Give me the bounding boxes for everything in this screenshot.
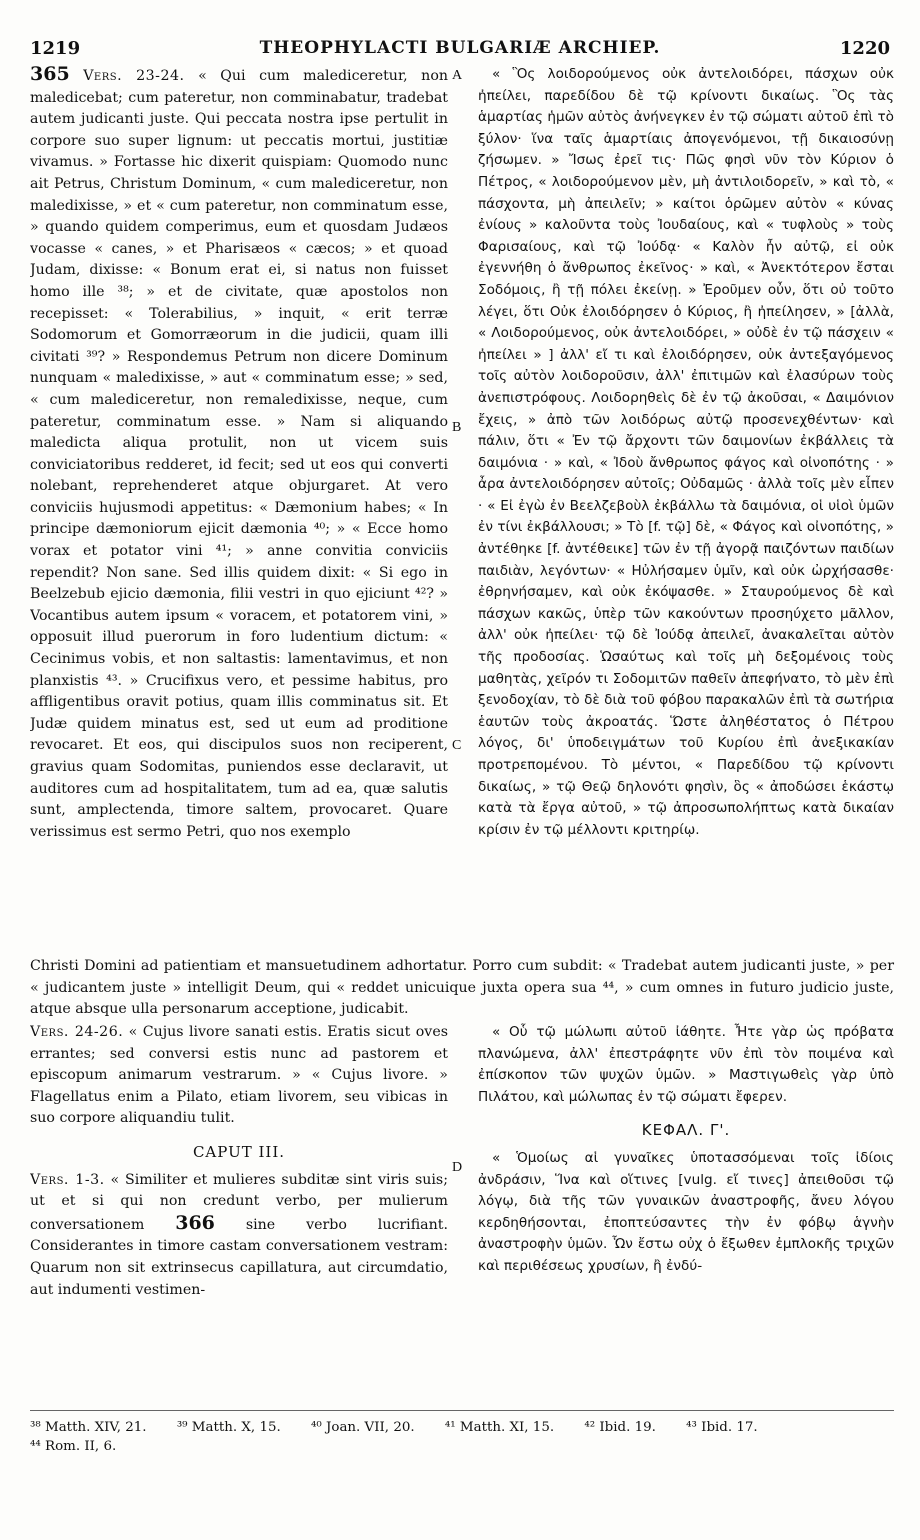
footnote-rule [30,1410,894,1411]
footnote: ⁴⁰ Joan. VII, 20. [311,1420,415,1435]
page-number-right: 1220 [839,38,890,59]
latin-text: sine verbo lucrifiant. Considerantes in timore castam conversationem vestram: Quarum non sit extrinsecus capillatura, aut circumdatio, aut indumenti vestimen- [30,1216,448,1298]
latin-paragraph-3 [30,1170,448,1302]
greek-column [478,64,894,952]
chapter-heading-greek: ΚΕΦΑΛ. Γ'. [641,1121,731,1140]
latin-column-lower [30,1022,448,1402]
footnotes [30,1418,894,1456]
margin-marker-d: D [452,1160,463,1175]
latin-paragraph-1 [30,64,448,843]
latin-paragraph-2 [30,1022,448,1130]
page-number-left: 1219 [30,38,81,59]
margin-marker-c: C [452,738,462,753]
full-width-latin: Christi Domini ad patientiam et mansuetudinem adhortatur. Porro cum subdit: « Tradebat autem judicanti juste, » per « judicantem juste » intelligit Deum, qui « reddet unicuique juxta opera sua ⁴⁴, » cum omnes in futuro judicio juste, atque absque ulla personarum acceptione, judicabit. [30,958,894,1018]
footnote: ³⁸ Matth. XIV, 21. [30,1420,147,1435]
margin-marker-b: B [452,420,462,435]
verse-reference: Vers. 23-24. [83,68,185,84]
column-number-365: 365 [30,64,70,85]
footnote: ³⁹ Matth. X, 15. [176,1420,281,1435]
footnote: ⁴³ Ibid. 17. [686,1420,758,1435]
latin-column [30,64,448,952]
verse-reference: Vers. 1-3. [30,1171,105,1188]
greek-paragraph-2: « Οὗ τῷ μώλωπι αὐτοῦ ἰάθητε. Ἦτε γὰρ ὡς πρόβατα πλανώμενα, ἀλλ' ἐπεστράφητε νῦν ἐπὶ τὸν ποιμένα καὶ ἐπίσκοπον τῶν ψυχῶν ὑμῶν. » Μαστιγωθεὶς γὰρ ὑπὸ Πιλάτου, καὶ μώλωπας ἐν τῷ σώματι ἔφερεν. [478,1024,894,1105]
footnote: ⁴² Ibid. 19. [584,1420,656,1435]
running-title: THEOPHYLACTI BULGARIÆ ARCHIEP. [259,38,661,58]
column-number-366: 366 [175,1211,215,1234]
footnote: ⁴⁴ Rom. II, 6. [30,1439,117,1454]
footnote: ⁴¹ Matth. XI, 15. [444,1420,555,1435]
verse-reference: Vers. 24-26. [30,1024,124,1040]
greek-column-lower [478,1022,894,1402]
greek-paragraph-1: « Ὃς λοιδορούμενος οὐκ ἀντελοιδόρει, πάσχων οὐκ ἠπείλει, παρεδίδου δὲ τῷ κρίνοντι δικαίως. Ὃς τὰς ἁμαρτίας ἡμῶν αὐτὸς ἀνήνεγκεν ἐν τῷ σώματι αὐτοῦ ἐπὶ τὸ ξύλον· ἵνα ταῖς ἁμαρτίαις ἀπογενόμενοι, τῇ δικαιοσύνῃ ζήσωμεν. » Ἴσως ἐρεῖ τις· Πῶς φησὶ νῦν τὸν Κύριον ὁ Πέτρος, « λοιδορούμενον μὲν, μὴ ἀντιλοιδορεῖν, » καὶ τὸ, « πάσχοντα, μὴ ἀπειλεῖν; » καίτοι ὁρῶμεν αὐτὸν « κύνας ἐνίους » καλοῦντα τοὺς Ἰουδαίους, καὶ « τυφλοὺς » τοὺς Φαρισαίους, καὶ τῷ Ἰούδᾳ· « Καλὸν ἦν αὐτῷ, εἰ οὐκ ἐγεννήθη ὁ ἄνθρωπος ἐκεῖνος· » καὶ, « Ἀνεκτότερον ἔσται Σοδόμοις, ἢ τῇ πόλει ἐκείνῃ. » Ἐροῦμεν οὖν, ὅτι οὐ τοῦτο λέγει, ὅτι Οὐκ ἐλοιδόρησεν ὁ Κύριος, ἢ ἠπείλησεν, » [ἀλλὰ, « Λοιδορούμενος, οὐκ ἀντελοιδόρει, » οὐδὲ ἐν τῷ πάσχειν « ἠπείλει » ] ἀλλ' εἴ τι καὶ ἐλοιδόρησεν, οὐκ ἀντεξαγόμενος τοῖς αὐτὸν λοιδοροῦσιν, ἀλλ' ἐπιτιμῶν καὶ ἐλασύρων τοὺς ἀνεπιστρόφους. Λοιδορηθεὶς δὲ ἐν τῷ ἀκοῦσαι, « Δαιμόνιον ἔχεις, » ἀπὸ τῶν λοιδόρως αὐτῷ προσενεχθέντων· καὶ πάλιν, ὅτι « Ἐν τῷ ἄρχοντι τῶν δαιμονίων ἐκβάλλεις τὰ δαιμόνια · » καὶ, « Ἰδοὺ ἄνθρωπος φάγος καὶ οἰνοπότης · » ἆρα ἀντελοιδόρησεν αὐτοῖς; Οὐδαμῶς · ἀλλὰ τοῖς μὲν εἶπεν · « Εἰ ἐγὼ ἐν Βεελζεβοὺλ ἐκβάλλω τὰ δαιμόνια, οἱ υἱοὶ ὑμῶν ἐν τίνι ἐκβάλλουσι; » Τὸ [f. τῷ] δὲ, « Φάγος καὶ οἰνοπότης, » ἀντέθηκε [f. ἀντέθεικε] τῶν ἐν τῇ ἀγορᾷ παιζόντων παιδίων παιδιὰν, λεγόντων· « Ηὐλήσαμεν ὑμῖν, καὶ οὐκ ὠρχήσασθε· ἐθρηνήσαμεν, καὶ οὐκ ἐκόψασθε. » Σταυρούμενος δὲ καὶ πάσχων κακῶς, ὑπὲρ τῶν κακούντων προσηύχετο μᾶλλον, ἀλλ' οὐκ ἠπείλει· τῷ δὲ Ἰούδᾳ ἀπειλεῖ, ἀνακαλεῖται αὐτὸν τῆς προδοσίας. Ὡσαύτως καὶ τοῖς μὴ δεξομένοις τοὺς μαθητὰς, χεῖρόν τι Σοδομιτῶν παθεῖν ἀπεφήνατο, τὸ μὲν ἐπὶ ξενοδοχίαν, τὸ δὲ διὰ τοῦ φόβου παρακαλῶν ἐπὶ τὰ σωτήρια ἑαυτῶν τοὺς ἀκροατάς. Ὥστε ἀληθέστατος ὁ Πέτρου λόγος, δι' ὑποδειγμάτων τοῦ Κυρίου ἐπὶ ἀνεξικακίαν προτρεπομένου. Τὸ μέντοι, « Παρεδίδου τῷ κρίνοντι δικαίως, » τῷ Θεῷ δηλονότι φησὶν, ὃς « ἀποδώσει ἑκάστῳ κατὰ τὰ ἔργα αὐτοῦ, » τῷ ἀπροσωπολήπτως κατὰ δικαίαν κρίσιν ἐν τῷ μέλλοντι κριτηρίῳ. [478,66,894,838]
latin-text: « Qui cum malediceretur, non maledicebat; cum pateretur, non comminabatur, tradebat autem judicanti juste. Qui peccata nostra ipse pertulit in corpore suo super lignum: ut peccatis mortui, justitiæ vivamus. » Fortasse hic dixerit quispiam: Quomodo nunc ait Petrus, Christum Dominum, « cum malediceretur, non maledixisse, » et « cum pateretur, non comminatum esse, » quando quidem comperimus, eum et quosdam Judæos vocasse « canes, » et Pharisæos « cæcos; » et quoad Judam, dixisse: « Bonum erat ei, si natus non fuisset homo ille ³⁸; » et de civitate, quæ apostolos non recepisset: « Tolerabilius, » inquit, « erit terræ Sodomorum et Gomorræorum in die judicii, quam illi civitati ³⁹? » Respondemus Petrum non dicere Dominum nunquam « maledixisse, » aut « comminatum esse; » sed, « cum malediceretur, non remaledixisse, neque, cum pateretur, comminatum esse. » Nam si aliquando maledicta aliqua protulit, non ut vicem suis conviciatoribus redderet, id fecit; sed ut eos qui converti nolebant, reprehenderet atque objurgaret. At vero conviciis hujusmodi appetitus: « Dæmonium habes; « In principe dæmoniorum ejicit dæmonia ⁴⁰; » « Ecce homo vorax et potator vini ⁴¹; » anne convitia conviciis rependit? Non sane. Sed illis quidem dixit: « Si ego in Beelzebub ejicio dæmonia, filii vestri in quo ejiciunt ⁴²? » Vocantibus autem ipsum « voracem, et potatorem vini, » opposuit illud puerorum in foro ludentium dictum: « Cecinimus vobis, et non saltastis: lamentavimus, et non planxistis ⁴³. » Crucifixus vero, et pessime habitus, pro affligentibus oravit potius, quam illis comminatus sit. Et Judæ quidem minatus est, sed ut eum ad proditione revocaret. Et eos, qui discipulos suos non reciperent, gravius quam Sodomitas, puniendos esse declaravit, ut auditores cum ad hospitalitatem, tum ad ea, quæ salutis sunt, amplectenda, timore saltem, provocaret. Quare verissimus est sermo Petri, quo nos exemplo [30,68,448,840]
chapter-heading-latin: CAPUT III. [192,1142,286,1161]
margin-marker-a: A [452,68,463,83]
page-header [30,38,890,60]
latin-text: « Similiter et mulieres subditæ sint viris suis; ut et si qui non credunt verbo, per mulierum conversationem [30,1171,448,1233]
greek-paragraph-3: « Ὁμοίως αἱ γυναῖκες ὑποτασσόμεναι τοῖς ἰδίοις ἀνδράσιν, Ἵνα καὶ οἵτινες [vulg. εἴ τινες] ἀπειθοῦσι τῷ λόγῳ, διὰ τῆς τῶν γυναικῶν ἀναστροφῆς, ἄνευ λόγου κερδηθήσονται, ἐποπτεύσαντες τὴν ἐν φόβῳ ἁγνὴν ἀναστροφὴν ὑμῶν. Ὧν ἔστω οὐχ ὁ ἔξωθεν ἐμπλοκῆς τριχῶν καὶ περιθέσεως χρυσίων, ἢ ἐνδύ- [478,1149,894,1274]
latin-text: « Cujus livore sanati estis. Eratis sicut oves errantes; sed conversi estis nunc ad pastorem et episcopum animarum vestrarum. » « Cujus livore. » Flagellatus enim a Pilato, etiam livorem, seu vibicas in suo corpore aliquandiu tulit. [30,1024,448,1127]
